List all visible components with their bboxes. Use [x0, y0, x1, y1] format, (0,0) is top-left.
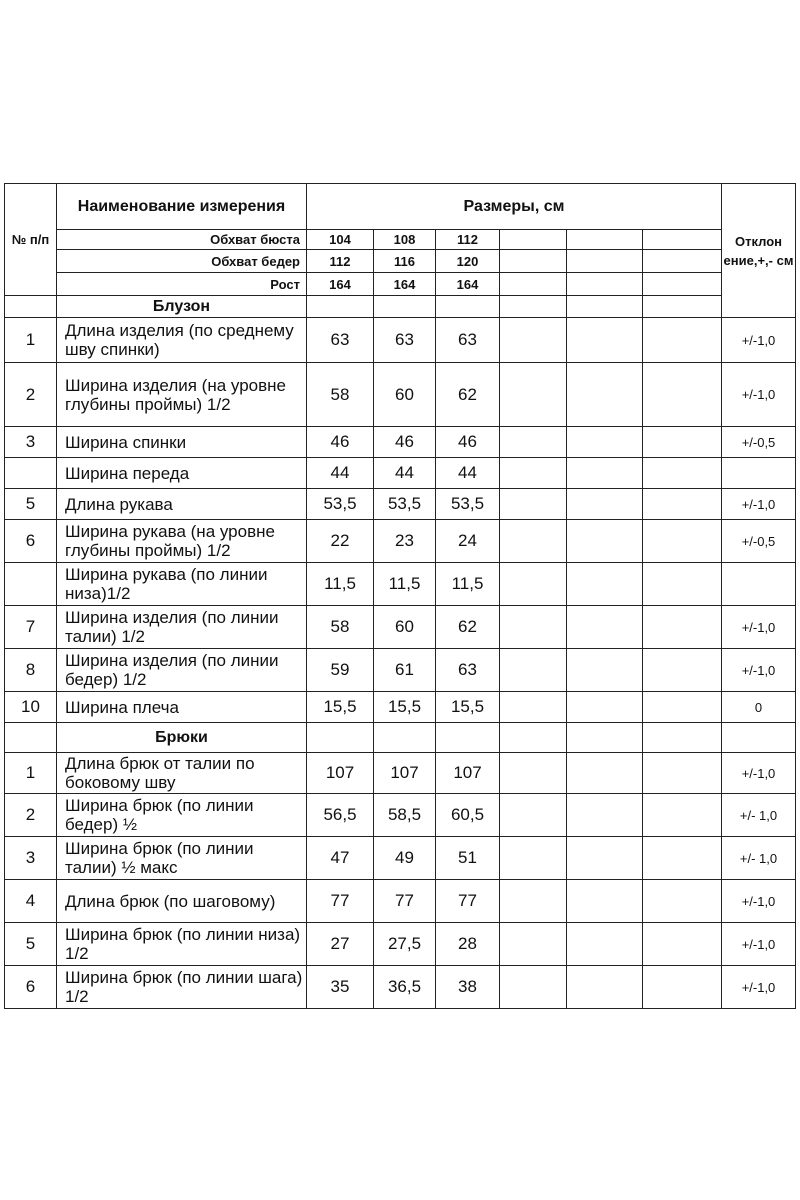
empty-cell	[500, 273, 567, 296]
empty-cell	[567, 606, 643, 649]
empty-cell	[567, 692, 643, 723]
bust-value: 104	[307, 230, 374, 250]
tolerance-value: +/- 1,0	[722, 837, 796, 880]
tolerance-value: +/-1,0	[722, 606, 796, 649]
empty-cell	[643, 230, 722, 250]
empty-cell	[567, 794, 643, 837]
tolerance-value: +/-1,0	[722, 753, 796, 794]
empty-cell	[643, 753, 722, 794]
table-row	[5, 923, 796, 966]
row-number: 5	[5, 923, 57, 966]
table-body	[5, 184, 796, 1009]
size-value: 60	[374, 363, 436, 427]
hips-value: 116	[374, 250, 436, 273]
size-value: 44	[307, 458, 374, 489]
empty-cell	[643, 723, 722, 753]
empty-cell	[500, 489, 567, 520]
empty-cell	[567, 563, 643, 606]
size-value: 35	[307, 966, 374, 1009]
empty-cell	[643, 837, 722, 880]
measurement-name: Длина изделия (по среднему шву спинки)	[57, 318, 307, 363]
empty-cell	[567, 753, 643, 794]
size-value: 15,5	[436, 692, 500, 723]
empty-cell	[500, 250, 567, 273]
size-value: 62	[436, 363, 500, 427]
size-value: 59	[307, 649, 374, 692]
measurement-name: Ширина рукава (на уровне глубины проймы) 1/2	[57, 520, 307, 563]
size-value: 58	[307, 606, 374, 649]
height-value: 164	[436, 273, 500, 296]
empty-cell	[643, 458, 722, 489]
size-value: 62	[436, 606, 500, 649]
size-value: 61	[374, 649, 436, 692]
size-value: 27	[307, 923, 374, 966]
empty-cell	[643, 794, 722, 837]
empty-cell	[643, 520, 722, 563]
empty-cell	[307, 296, 374, 318]
tolerance-value: +/-1,0	[722, 489, 796, 520]
row-number: 8	[5, 649, 57, 692]
measurement-name: Ширина брюк (по линии шага) 1/2	[57, 966, 307, 1009]
row-number: 5	[5, 489, 57, 520]
row-number: 6	[5, 966, 57, 1009]
empty-cell	[643, 363, 722, 427]
table-row	[5, 880, 796, 923]
size-value: 44	[436, 458, 500, 489]
tolerance-value: +/-1,0	[722, 880, 796, 923]
table-row	[5, 606, 796, 649]
size-value: 36,5	[374, 966, 436, 1009]
size-value: 56,5	[307, 794, 374, 837]
size-value: 53,5	[374, 489, 436, 520]
empty-cell	[643, 427, 722, 458]
table-row	[5, 563, 796, 606]
empty-cell	[567, 520, 643, 563]
empty-cell	[567, 923, 643, 966]
row-number: 3	[5, 427, 57, 458]
empty-cell	[374, 296, 436, 318]
num-header: № п/п	[5, 184, 57, 296]
size-value: 63	[436, 649, 500, 692]
table-row	[5, 692, 796, 723]
tolerance-value: +/-0,5	[722, 520, 796, 563]
empty-cell	[500, 296, 567, 318]
size-value: 107	[436, 753, 500, 794]
empty-cell	[567, 458, 643, 489]
table-row	[5, 649, 796, 692]
measurement-name: Ширина изделия (на уровне глубины проймы) 1/2	[57, 363, 307, 427]
hips-label: Обхват бедер	[57, 250, 307, 273]
empty-cell	[567, 250, 643, 273]
empty-cell	[567, 230, 643, 250]
size-value: 15,5	[307, 692, 374, 723]
size-value: 77	[436, 880, 500, 923]
tolerance-value	[722, 563, 796, 606]
name-header: Наименование измерения	[57, 184, 307, 230]
size-value: 60,5	[436, 794, 500, 837]
empty-cell	[643, 880, 722, 923]
table-row	[5, 318, 796, 363]
size-value: 44	[374, 458, 436, 489]
empty-cell	[500, 563, 567, 606]
size-value: 53,5	[307, 489, 374, 520]
size-value: 63	[436, 318, 500, 363]
empty-cell	[307, 723, 374, 753]
size-value: 107	[374, 753, 436, 794]
measurement-name: Ширина брюк (по линии низа) 1/2	[57, 923, 307, 966]
tolerance-value: +/-1,0	[722, 318, 796, 363]
row-number: 7	[5, 606, 57, 649]
row-number: 3	[5, 837, 57, 880]
table-row	[5, 427, 796, 458]
tolerance-value: +/-1,0	[722, 363, 796, 427]
measurement-name: Длина брюк (по шаговому)	[57, 880, 307, 923]
hips-value: 120	[436, 250, 500, 273]
section-title: Блузон	[57, 296, 307, 318]
empty-cell	[567, 363, 643, 427]
size-value: 46	[374, 427, 436, 458]
size-value: 46	[436, 427, 500, 458]
measurement-name: Ширина плеча	[57, 692, 307, 723]
row-number	[5, 563, 57, 606]
size-value: 107	[307, 753, 374, 794]
empty-cell	[567, 966, 643, 1009]
table-row	[5, 489, 796, 520]
empty-cell	[567, 296, 643, 318]
empty-cell	[500, 318, 567, 363]
row-number: 1	[5, 753, 57, 794]
empty-cell	[567, 880, 643, 923]
size-value: 24	[436, 520, 500, 563]
empty-cell	[500, 458, 567, 489]
table-row	[5, 520, 796, 563]
size-value: 47	[307, 837, 374, 880]
empty-cell	[500, 649, 567, 692]
height-value: 164	[374, 273, 436, 296]
tolerance-value: +/- 1,0	[722, 794, 796, 837]
empty-cell	[722, 723, 796, 753]
empty-cell	[500, 837, 567, 880]
size-chart	[4, 183, 796, 1009]
empty-cell	[643, 563, 722, 606]
size-value: 77	[374, 880, 436, 923]
empty-cell	[374, 723, 436, 753]
empty-cell	[567, 837, 643, 880]
empty-cell	[567, 649, 643, 692]
row-number: 4	[5, 880, 57, 923]
measurement-name: Ширина рукава (по линии низа)1/2	[57, 563, 307, 606]
sizes-header: Размеры, см	[307, 184, 722, 230]
empty-cell	[643, 273, 722, 296]
size-value: 77	[307, 880, 374, 923]
empty-cell	[5, 723, 57, 753]
empty-cell	[643, 649, 722, 692]
size-value: 58	[307, 363, 374, 427]
tolerance-value: +/-0,5	[722, 427, 796, 458]
size-value: 23	[374, 520, 436, 563]
measurement-name: Ширина брюк (по линии талии) ½ макс	[57, 837, 307, 880]
height-value: 164	[307, 273, 374, 296]
measurement-name: Ширина спинки	[57, 427, 307, 458]
size-value: 63	[374, 318, 436, 363]
empty-cell	[643, 606, 722, 649]
size-value: 63	[307, 318, 374, 363]
size-value: 60	[374, 606, 436, 649]
empty-cell	[500, 520, 567, 563]
empty-cell	[5, 296, 57, 318]
table-row	[5, 794, 796, 837]
height-label: Рост	[57, 273, 307, 296]
empty-cell	[643, 489, 722, 520]
empty-cell	[500, 606, 567, 649]
empty-cell	[643, 250, 722, 273]
measurement-name: Длина рукава	[57, 489, 307, 520]
empty-cell	[500, 794, 567, 837]
empty-cell	[500, 427, 567, 458]
empty-cell	[500, 966, 567, 1009]
size-value: 11,5	[374, 563, 436, 606]
table-row	[5, 363, 796, 427]
row-number: 2	[5, 794, 57, 837]
empty-cell	[500, 723, 567, 753]
row-number	[5, 458, 57, 489]
bust-label: Обхват бюста	[57, 230, 307, 250]
empty-cell	[567, 489, 643, 520]
size-value: 58,5	[374, 794, 436, 837]
empty-cell	[500, 230, 567, 250]
measurement-name: Ширина брюк (по линии бедер) ½	[57, 794, 307, 837]
size-value: 53,5	[436, 489, 500, 520]
row-number: 10	[5, 692, 57, 723]
size-value: 38	[436, 966, 500, 1009]
row-number: 6	[5, 520, 57, 563]
empty-cell	[500, 363, 567, 427]
row-number: 2	[5, 363, 57, 427]
empty-cell	[643, 923, 722, 966]
measurement-name: Длина брюк от талии по боковому шву	[57, 753, 307, 794]
size-value: 15,5	[374, 692, 436, 723]
empty-cell	[643, 966, 722, 1009]
empty-cell	[567, 273, 643, 296]
measurement-name: Ширина изделия (по линии бедер) 1/2	[57, 649, 307, 692]
empty-cell	[500, 692, 567, 723]
empty-cell	[643, 692, 722, 723]
tolerance-value: +/-1,0	[722, 966, 796, 1009]
measurements-table	[4, 183, 796, 1009]
empty-cell	[436, 296, 500, 318]
empty-cell	[643, 318, 722, 363]
empty-cell	[643, 296, 722, 318]
empty-cell	[500, 923, 567, 966]
tolerance-header: Отклон ение,+,- см	[722, 184, 796, 318]
tolerance-value: +/-1,0	[722, 649, 796, 692]
measurement-name: Ширина переда	[57, 458, 307, 489]
table-row	[5, 458, 796, 489]
empty-cell	[500, 880, 567, 923]
section-title: Брюки	[57, 723, 307, 753]
size-value: 28	[436, 923, 500, 966]
table-row	[5, 753, 796, 794]
bust-value: 112	[436, 230, 500, 250]
size-value: 11,5	[436, 563, 500, 606]
size-value: 22	[307, 520, 374, 563]
empty-cell	[567, 427, 643, 458]
empty-cell	[436, 723, 500, 753]
table-row	[5, 966, 796, 1009]
measurement-name: Ширина изделия (по линии талии) 1/2	[57, 606, 307, 649]
tolerance-value: 0	[722, 692, 796, 723]
empty-cell	[567, 318, 643, 363]
bust-value: 108	[374, 230, 436, 250]
empty-cell	[500, 753, 567, 794]
tolerance-value	[722, 458, 796, 489]
hips-value: 112	[307, 250, 374, 273]
size-value: 27,5	[374, 923, 436, 966]
size-value: 46	[307, 427, 374, 458]
size-value: 51	[436, 837, 500, 880]
table-row	[5, 837, 796, 880]
size-value: 49	[374, 837, 436, 880]
size-value: 11,5	[307, 563, 374, 606]
tolerance-value: +/-1,0	[722, 923, 796, 966]
empty-cell	[567, 723, 643, 753]
row-number: 1	[5, 318, 57, 363]
